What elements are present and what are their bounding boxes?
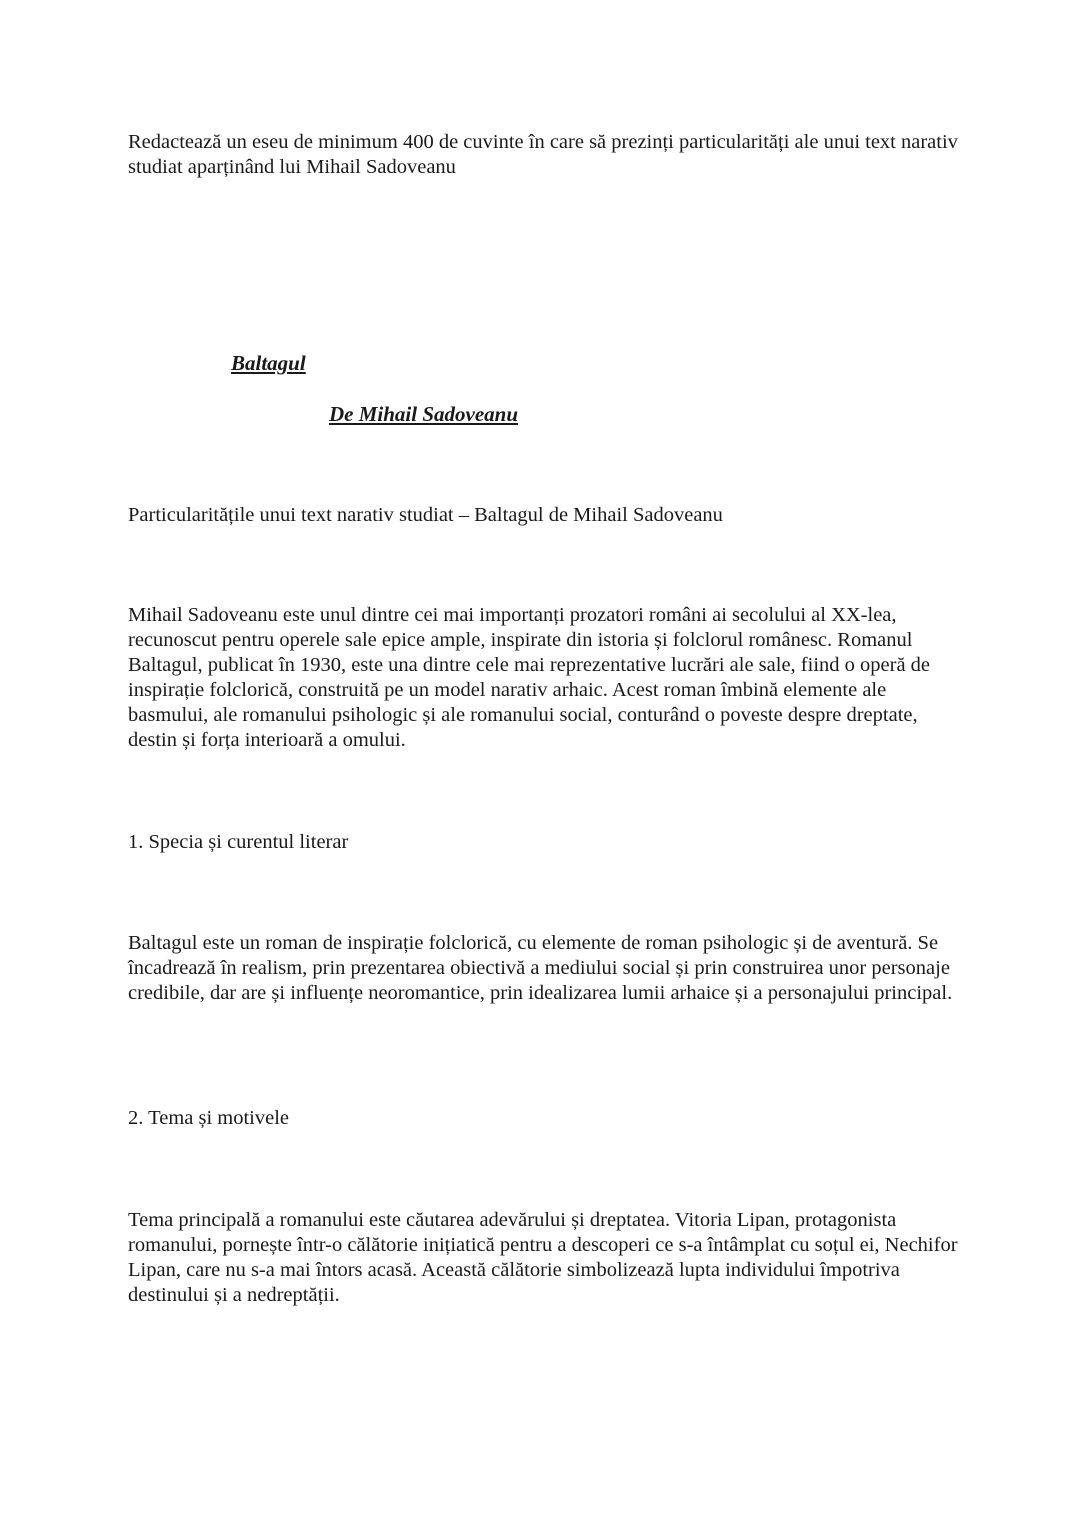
- section-paragraph-theme: Tema principală a romanului este căutarea adevărului și dreptatea. Vitoria Lipan, protagonista romanului, pornește într-o călătorie inițiatică pentru a descoperi ce s-a întâmplat cu soțul ei, Nechifor Lipan, care nu s-a mai întors acasă. Această călătorie simbolizează lupta individului împotriva destinului și a nedreptății.: [128, 1209, 958, 1306]
- author-line: De Mihail Sadoveanu: [329, 402, 519, 426]
- section-heading-species: 1. Specia și curentul literar: [128, 831, 349, 853]
- section-heading-theme: 2. Tema și motivele: [128, 1107, 290, 1129]
- essay-prompt: Redactează un eseu de minimum 400 de cuvinte în care să prezinți particularități ale unui text narativ studiat aparținând lui Mihail Sadoveanu: [128, 131, 958, 178]
- essay-subtitle: Particularitățile unui text narativ studiat – Baltagul de Mihail Sadoveanu: [128, 504, 723, 526]
- section-paragraph-species: Baltagul este un roman de inspirație folclorică, cu elemente de roman psihologic și de aventură. Se încadrează în realism, prin prezentarea obiectivă a mediului social și prin construirea unor personaje credibile, dar are și influențe neoromantice, prin idealizarea lumii arhaice și a personajului principal.: [128, 932, 953, 1004]
- work-title: Baltagul: [231, 351, 306, 375]
- intro-paragraph: Mihail Sadoveanu este unul dintre cei mai importanți prozatori români ai secolului al XX-lea, recunoscut pentru operele sale epice ample, inspirate din istoria și folclorul românesc. Romanul Baltagul, publicat în 1930, este una dintre cele mai reprezentative lucrări ale sale, fiind o operă de inspirație folclorică, construită pe un model narativ arhaic. Acest roman îmbină elemente ale basmului, ale romanului psihologic și ale romanului social, conturând o poveste despre dreptate, destin și forța interioară a omului.: [128, 604, 931, 751]
